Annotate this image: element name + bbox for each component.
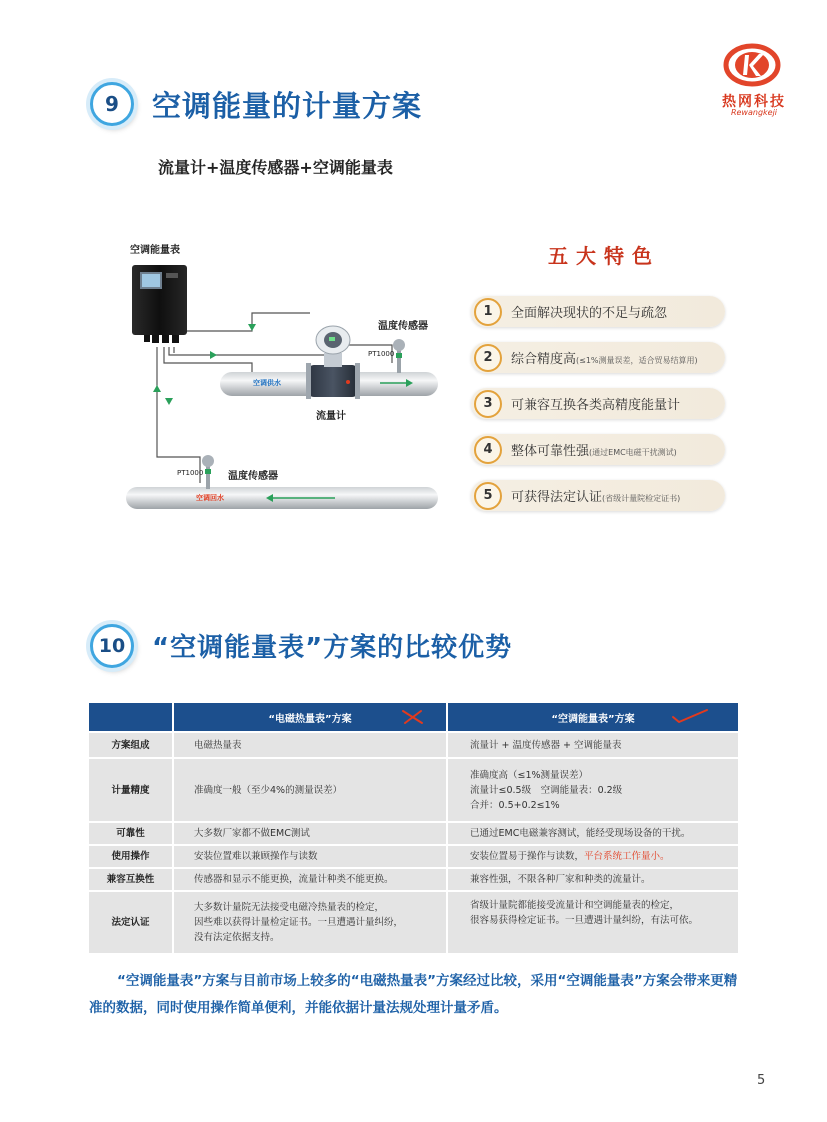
- energy-meter-label: 空调能量表: [130, 245, 180, 256]
- col2-label: “空调能量表”方案: [551, 713, 635, 725]
- cell-emag: 大多数厂家都不做EMC测试: [173, 822, 447, 845]
- table-row: [89, 732, 738, 758]
- feature-number: 4: [474, 436, 502, 464]
- rewang-k-logo-icon: [723, 42, 781, 88]
- section10-title: “空调能量表”方案的比较优势: [152, 633, 513, 663]
- row-label: 法定认证: [89, 891, 173, 953]
- supply-pipe-label: 空调供水: [253, 379, 281, 387]
- section10-number-badge: [90, 624, 134, 668]
- diagram-graphics: [120, 235, 450, 525]
- feature-note: (通过EMC电磁干扰测试): [589, 448, 677, 457]
- table-header-col2: [447, 703, 738, 732]
- row-label: 使用操作: [89, 845, 173, 868]
- cross-mark-icon: [400, 709, 426, 725]
- feature-note: (≤1%测量误差，适合贸易结算用): [576, 356, 698, 365]
- temp-sensor-label-top: 温度传感器: [378, 321, 428, 332]
- cell-line: 很容易获得检定证书。一旦遭遇计量纠纷，有法可依。: [470, 915, 699, 926]
- cell-line: 大多数计量院无法接受电磁冷热量表的检定，: [194, 902, 385, 913]
- flowmeter-label: 流量计: [316, 411, 346, 422]
- feature-item: [471, 388, 725, 419]
- table-row: [89, 868, 738, 891]
- cell-line: 流量计≤0.5级 空调能量表：0.2级: [470, 784, 623, 796]
- feature-text: 可兼容互换各类高精度能量计: [511, 398, 681, 413]
- row-label: 可靠性: [89, 822, 173, 845]
- feature-text: 可获得法定认证(省级计量院检定证书): [511, 490, 681, 505]
- row-label: 方案组成: [89, 732, 173, 758]
- feature-note: (省级计量院检定证书): [602, 494, 681, 503]
- section9-title: 空调能量的计量方案: [152, 89, 423, 123]
- cell-emag: 准确度一般（至少4%的测量误差）: [173, 758, 447, 822]
- feature-item: [471, 480, 725, 511]
- table-row: [89, 822, 738, 845]
- cell-energy: [447, 891, 738, 953]
- page-number: 5: [757, 1073, 766, 1088]
- section9-number: 9: [105, 92, 119, 116]
- cell-energy: 流量计 + 温度传感器 + 空调能量表: [447, 732, 738, 758]
- cell-text: 安装位置易于操作与读数，: [470, 851, 585, 862]
- feature-item: [471, 342, 725, 373]
- logo-name: 热网科技: [722, 94, 786, 110]
- cell-energy: [447, 758, 738, 822]
- section9-subtitle: 流量计+温度传感器+空调能量表: [158, 158, 393, 177]
- cell-line: 省级计量院都能接受流量计和空调能量表的检定，: [470, 900, 680, 911]
- table-header-col1: [173, 703, 447, 732]
- feature-text: 全面解决现状的不足与疏忽: [511, 306, 668, 321]
- cell-emag: 安装位置难以兼顾操作与读数: [173, 845, 447, 868]
- feature-number: 3: [474, 390, 502, 418]
- temp-sensor-label-bottom: 温度传感器: [228, 471, 278, 482]
- row-label: 计量精度: [89, 758, 173, 822]
- feature-item: [471, 434, 725, 465]
- cell-energy: [447, 845, 738, 868]
- pt1000-label-bottom: PT1000: [177, 469, 204, 477]
- feature-number: 2: [474, 344, 502, 372]
- cell-energy: 兼容性强，不限各种厂家和种类的流量计。: [447, 868, 738, 891]
- feature-number: 5: [474, 482, 502, 510]
- col1-label: “电磁热量表”方案: [268, 713, 352, 725]
- system-diagram: [120, 235, 450, 525]
- logo-english-name: Rewangkeji: [730, 108, 778, 117]
- feature-number: 1: [474, 298, 502, 326]
- table-row: [89, 891, 738, 953]
- table-header-empty: [89, 703, 173, 732]
- cell-energy: 已通过EMC电磁兼容测试，能经受现场设备的干扰。: [447, 822, 738, 845]
- summary-paragraph: “空调能量表”方案与目前市场上较多的“电磁热量表”方案经过比较，采用“空调能量表”方案会带来更精准的数据，同时使用操作简单便利，并能依据计量法规处理计量矛盾。: [89, 973, 738, 1016]
- table-row: [89, 845, 738, 868]
- row-label: 兼容互换性: [89, 868, 173, 891]
- feature-text: 综合精度高(≤1%测量误差，适合贸易结算用): [511, 352, 698, 367]
- cell-emag: 传感器和显示不能更换，流量计种类不能更换。: [173, 868, 447, 891]
- table-header-row: [89, 703, 738, 732]
- cell-highlight: 平台系统工作量小。: [584, 851, 670, 862]
- feature-text: 整体可靠性强(通过EMC电磁干扰测试): [511, 444, 677, 459]
- section10-number: 10: [98, 635, 126, 657]
- features-heading: 五大特色: [548, 244, 660, 268]
- table-row: [89, 758, 738, 822]
- pt1000-label-top: PT1000: [368, 350, 395, 358]
- cell-emag: [173, 891, 447, 953]
- comparison-table: [89, 703, 738, 953]
- cell-line: 准确度高（≤1%测量误差）: [470, 769, 589, 781]
- cell-line: 合并：0.5+0.2≤1%: [470, 799, 560, 811]
- section9-number-badge: [90, 82, 134, 126]
- cell-emag: 电磁热量表: [173, 732, 447, 758]
- return-pipe-label: 空调回水: [196, 494, 224, 502]
- feature-item: [471, 296, 725, 327]
- cell-line: 没有法定依据支持。: [194, 932, 280, 943]
- cell-line: 因些难以获得计量检定证书。一旦遭遇计量纠纷，: [194, 917, 404, 928]
- check-mark-icon: [670, 708, 710, 724]
